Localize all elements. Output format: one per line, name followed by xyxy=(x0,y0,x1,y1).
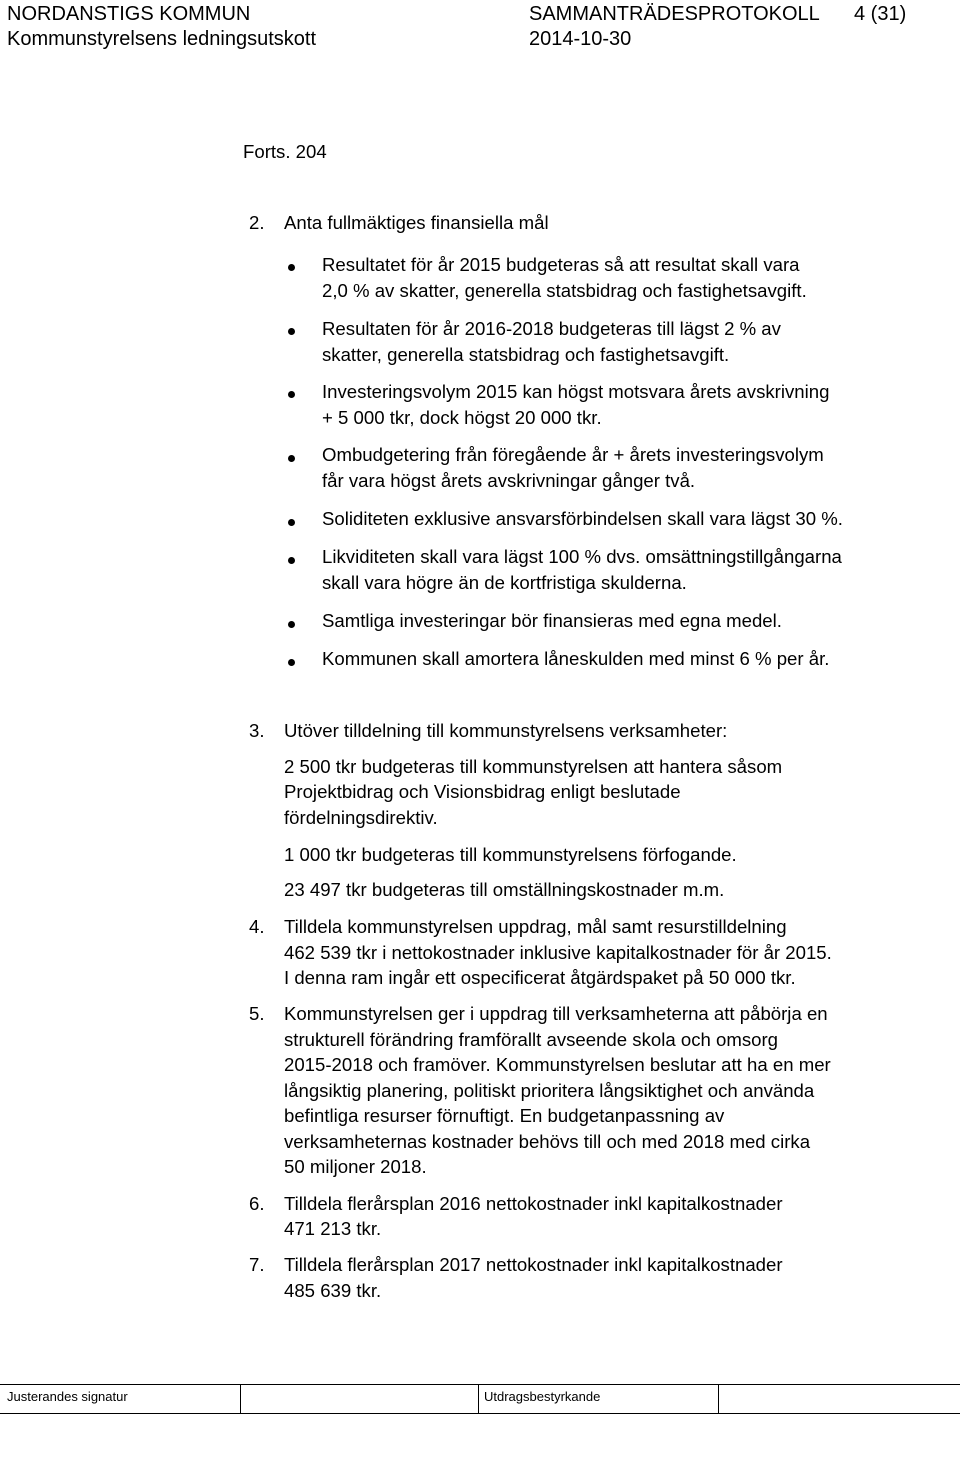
item-7-line-2: 485 639 tkr. xyxy=(284,1280,382,1301)
item-3-para-1-line-3: fördelningsdirektiv. xyxy=(284,807,438,828)
bullet-icon xyxy=(288,264,295,271)
item-6-line-2: 471 213 tkr. xyxy=(284,1218,382,1239)
bullet-icon xyxy=(288,659,295,666)
item-4-line-3: I denna ram ingår ett ospecificerat åtgärdspaket på 50 000 tkr. xyxy=(284,967,796,988)
goal-7-line-1: Samtliga investeringar bör finansieras med egna medel. xyxy=(322,610,782,631)
item-2-number: 2. xyxy=(249,212,265,233)
item-5-line-4: långsiktig planering, politiskt prioritera långsiktighet och använda xyxy=(284,1080,815,1101)
item-3-para-2: 1 000 tkr budgeteras till kommunstyrelsens förfogande. xyxy=(284,844,737,865)
extract-label: Utdragsbestyrkande xyxy=(484,1389,601,1404)
goal-2-line-1: Resultaten för år 2016-2018 budgeteras till lägst 2 % av xyxy=(322,318,781,339)
item-3-title: Utöver tilldelning till kommunstyrelsens verksamheter: xyxy=(284,720,728,741)
bullet-icon xyxy=(288,391,295,398)
item-3-number: 3. xyxy=(249,720,265,741)
item-3-para-1-line-1: 2 500 tkr budgeteras till kommunstyrelsen att hantera såsom xyxy=(284,756,783,777)
protocol-title: SAMMANTRÄDESPROTOKOLL xyxy=(529,3,820,25)
item-6-line-1: Tilldela flerårsplan 2016 nettokostnader inkl kapitalkostnader xyxy=(284,1193,783,1214)
item-7-number: 7. xyxy=(249,1254,265,1275)
table-divider xyxy=(718,1385,719,1413)
bullet-icon xyxy=(288,621,295,628)
signature-label: Justerandes signatur xyxy=(7,1389,128,1404)
goal-5-line-1: Soliditeten exklusive ansvarsförbindelsen skall vara lägst 30 %. xyxy=(322,508,843,529)
municipality-name: NORDANSTIGS KOMMUN xyxy=(7,3,251,25)
goal-4-line-1: Ombudgetering från föregående år + årets investeringsvolym xyxy=(322,444,824,465)
committee-name: Kommunstyrelsens ledningsutskott xyxy=(7,28,317,50)
item-6-number: 6. xyxy=(249,1193,265,1214)
item-5-line-5: befintliga resurser förnuftigt. En budgetanpassning av xyxy=(284,1105,725,1126)
goal-3-line-1: Investeringsvolym 2015 kan högst motsvara årets avskrivning xyxy=(322,381,830,402)
item-5-line-6: verksamheternas kostnader behövs till och med 2018 med cirka xyxy=(284,1131,811,1152)
item-2-title: Anta fullmäktiges finansiella mål xyxy=(284,212,549,233)
bullet-icon xyxy=(288,557,295,564)
item-5-line-7: 50 miljoner 2018. xyxy=(284,1156,427,1177)
item-5-line-3: 2015-2018 och framöver. Kommunstyrelsen beslutar att ha en mer xyxy=(284,1054,831,1075)
bullet-icon xyxy=(288,328,295,335)
goal-1-line-1: Resultatet för år 2015 budgeteras så att resultat skall vara xyxy=(322,254,800,275)
goal-6-line-1: Likviditeten skall vara lägst 100 % dvs. omsättningstillgångarna xyxy=(322,546,842,567)
bullet-icon xyxy=(288,455,295,462)
item-4-line-1: Tilldela kommunstyrelsen uppdrag, mål samt resurstilldelning xyxy=(284,916,787,937)
item-5-number: 5. xyxy=(249,1003,265,1024)
bullet-icon xyxy=(288,519,295,526)
table-divider xyxy=(240,1385,241,1413)
page-number: 4 (31) xyxy=(854,3,907,25)
goal-1-line-2: 2,0 % av skatter, generella statsbidrag och fastighetsavgift. xyxy=(322,280,807,301)
goal-2-line-2: skatter, generella statsbidrag och fastighetsavgift. xyxy=(322,344,730,365)
goal-4-line-2: får vara högst årets avskrivningar gånger två. xyxy=(322,470,696,491)
item-5-line-1: Kommunstyrelsen ger i uppdrag till verksamheterna att påbörja en xyxy=(284,1003,828,1024)
item-4-number: 4. xyxy=(249,916,265,937)
item-5-line-2: strukturell förändring framförallt avseende skola och omsorg xyxy=(284,1029,778,1050)
goal-3-line-2: + 5 000 tkr, dock högst 20 000 tkr. xyxy=(322,407,602,428)
item-3-para-1-line-2: Projektbidrag och Visionsbidrag enligt beslutade xyxy=(284,781,681,802)
table-divider xyxy=(478,1385,479,1413)
item-4-line-2: 462 539 tkr i nettokostnader inklusive kapitalkostnader för år 2015. xyxy=(284,942,832,963)
goal-8-line-1: Kommunen skall amortera låneskulden med minst 6 % per år. xyxy=(322,648,830,669)
continuation-label: Forts. 204 xyxy=(243,141,327,162)
item-3-para-3: 23 497 tkr budgeteras till omställningskostnader m.m. xyxy=(284,879,725,900)
signature-table xyxy=(0,1384,960,1414)
meeting-date: 2014-10-30 xyxy=(529,28,632,50)
item-7-line-1: Tilldela flerårsplan 2017 nettokostnader inkl kapitalkostnader xyxy=(284,1254,783,1275)
goal-6-line-2: skall vara högre än de kortfristiga skulderna. xyxy=(322,572,687,593)
